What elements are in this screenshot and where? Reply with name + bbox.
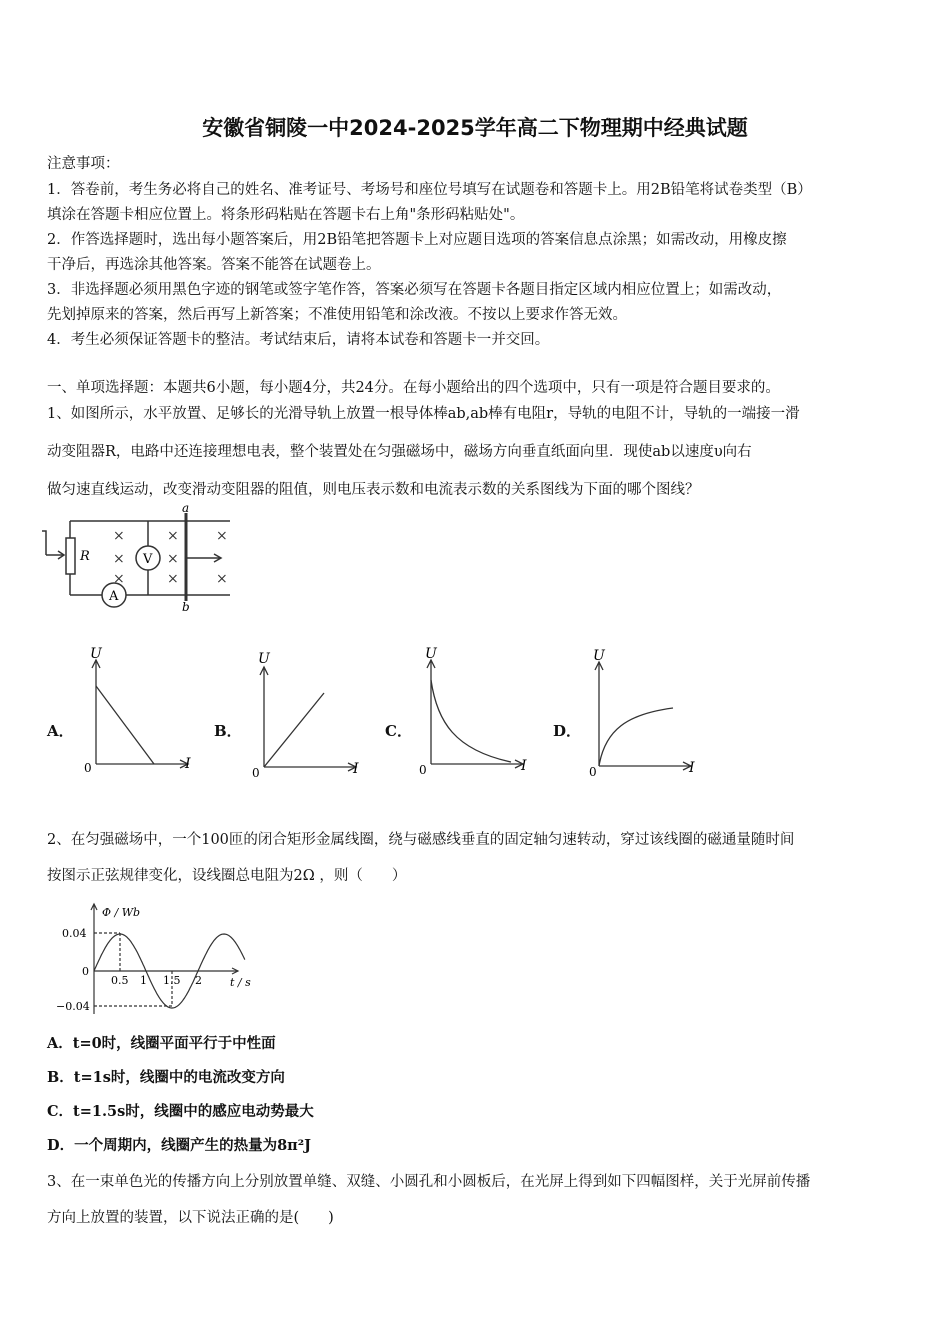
axis-u: U xyxy=(258,651,270,667)
xtick: 1 xyxy=(140,974,147,987)
svg-text:×: × xyxy=(167,528,179,544)
rod-end-b: b xyxy=(182,600,190,613)
q2-option-b: B．t=1s时，线圈中的电流改变方向 xyxy=(47,1069,285,1086)
origin: 0 xyxy=(252,766,260,780)
question-2-text: 2、在匀强磁场中，一个100匝的闭合矩形金属线圈，绕与磁感线垂直的固定轴匀速转动，穿过该线圈的磁通量随时间 xyxy=(47,832,795,848)
graph-option-b xyxy=(248,645,368,785)
svg-text:×: × xyxy=(167,571,179,587)
page-title: 安徽省铜陵一中2024-2025学年高二下物理期中经典试题 xyxy=(202,116,748,140)
option-b-label: B． xyxy=(214,722,242,740)
notice-line: 先划掉原来的答案，然后再写上新答案；不准使用铅笔和涂改液。不按以上要求作答无效。 xyxy=(47,307,627,323)
notice-line: 填涂在答题卡相应位置上。将条形码粘贴在答题卡右上角"条形码粘贴处"。 xyxy=(47,207,525,223)
ammeter-label: A xyxy=(109,589,119,604)
axis-u: U xyxy=(90,646,102,662)
origin: 0 xyxy=(589,765,597,779)
rod-end-a: a xyxy=(182,503,190,515)
graph-option-d xyxy=(583,642,708,782)
voltmeter-label: V xyxy=(143,552,153,567)
flux-x-label: t / s xyxy=(230,976,251,989)
option-a-label: A． xyxy=(47,722,74,740)
ytick: −0.04 xyxy=(56,1000,90,1013)
q2-option-a: A．t=0时，线圈平面平行于中性面 xyxy=(47,1035,276,1052)
svg-text:×: × xyxy=(216,571,228,587)
origin: 0 xyxy=(84,761,92,775)
notice-line: 4．考生必须保证答题卡的整洁。考试结束后，请将本试卷和答题卡一并交回。 xyxy=(47,332,550,348)
notice-heading: 注意事项： xyxy=(47,156,120,172)
option-d-label: D． xyxy=(553,722,582,740)
ytick: 0 xyxy=(82,965,89,978)
xtick: 2 xyxy=(195,974,202,987)
notice-line: 干净后，再选涂其他答案。答案不能答在试题卷上。 xyxy=(47,257,381,273)
resistor-label: R xyxy=(80,549,90,564)
section-heading: 一、单项选择题：本题共6小题，每小题4分，共24分。在每小题给出的四个选项中，只有一项是符合题目要求的。 xyxy=(47,380,780,396)
question-1-text: 1、如图所示，水平放置、足够长的光滑导轨上放置一根导体棒ab,ab棒有电阻r，导轨的电阻不计，导轨的一端接一滑 xyxy=(47,406,800,422)
axis-i: I xyxy=(353,761,359,777)
question-2-text: 按图示正弦规律变化，设线圈总电阻为2Ω ，则（ ） xyxy=(47,868,407,884)
question-3-text: 3、在一束单色光的传播方向上分别放置单缝、双缝、小圆孔和小圆板后，在光屏上得到如下四幅图样，关于光屏前传播 xyxy=(47,1174,811,1190)
question-3-text: 方向上放置的装置，以下说法正确的是( ) xyxy=(47,1210,334,1226)
notice-line: 1．答卷前，考生务必将自己的姓名、准考证号、考场号和座位号填写在试题卷和答题卡上。用2B铅笔将试卷类型（B） xyxy=(47,182,812,198)
graph-option-c xyxy=(415,642,540,782)
question-1-text: 动变阻器R，电路中还连接理想电表，整个装置处在匀强磁场中，磁场方向垂直纸面向里．现使ab以速度υ向右 xyxy=(47,444,752,460)
svg-text:×: × xyxy=(113,528,125,544)
svg-text:×: × xyxy=(113,551,125,567)
notice-line: 3．非选择题必须用黑色字迹的钢笔或签字笔作答，答案必须写在答题卡各题目指定区域内相应位置上；如需改动， xyxy=(47,282,782,298)
xtick: 1.5 xyxy=(163,974,181,987)
axis-u: U xyxy=(425,646,437,662)
axis-i: I xyxy=(185,756,191,772)
flux-graph xyxy=(50,898,270,1023)
ytick: 0.04 xyxy=(62,927,87,940)
svg-text:×: × xyxy=(216,528,228,544)
xtick: 0.5 xyxy=(111,974,129,987)
axis-i: I xyxy=(521,758,527,774)
graph-option-a xyxy=(80,642,200,782)
option-c-label: C． xyxy=(385,722,412,740)
question-1-text: 做匀速直线运动，改变滑动变阻器的阻值，则电压表示数和电流表示数的关系图线为下面的哪个图线？ xyxy=(47,482,700,498)
flux-y-label: Φ / Wb xyxy=(102,906,141,919)
origin: 0 xyxy=(419,763,427,777)
q2-option-c: C．t=1.5s时，线圈中的感应电动势最大 xyxy=(47,1103,314,1120)
svg-text:×: × xyxy=(167,551,179,567)
axis-i: I xyxy=(689,760,695,776)
svg-text:×: × xyxy=(113,571,125,587)
axis-u: U xyxy=(593,648,605,664)
circuit-diagram xyxy=(40,503,240,613)
notice-line: 2．作答选择题时，选出每小题答案后，用2B铅笔把答题卡上对应题目选项的答案信息点涂黑；如需改动，用橡皮擦 xyxy=(47,232,787,248)
q2-option-d: D．一个周期内，线圈产生的热量为8π²J xyxy=(47,1137,311,1154)
